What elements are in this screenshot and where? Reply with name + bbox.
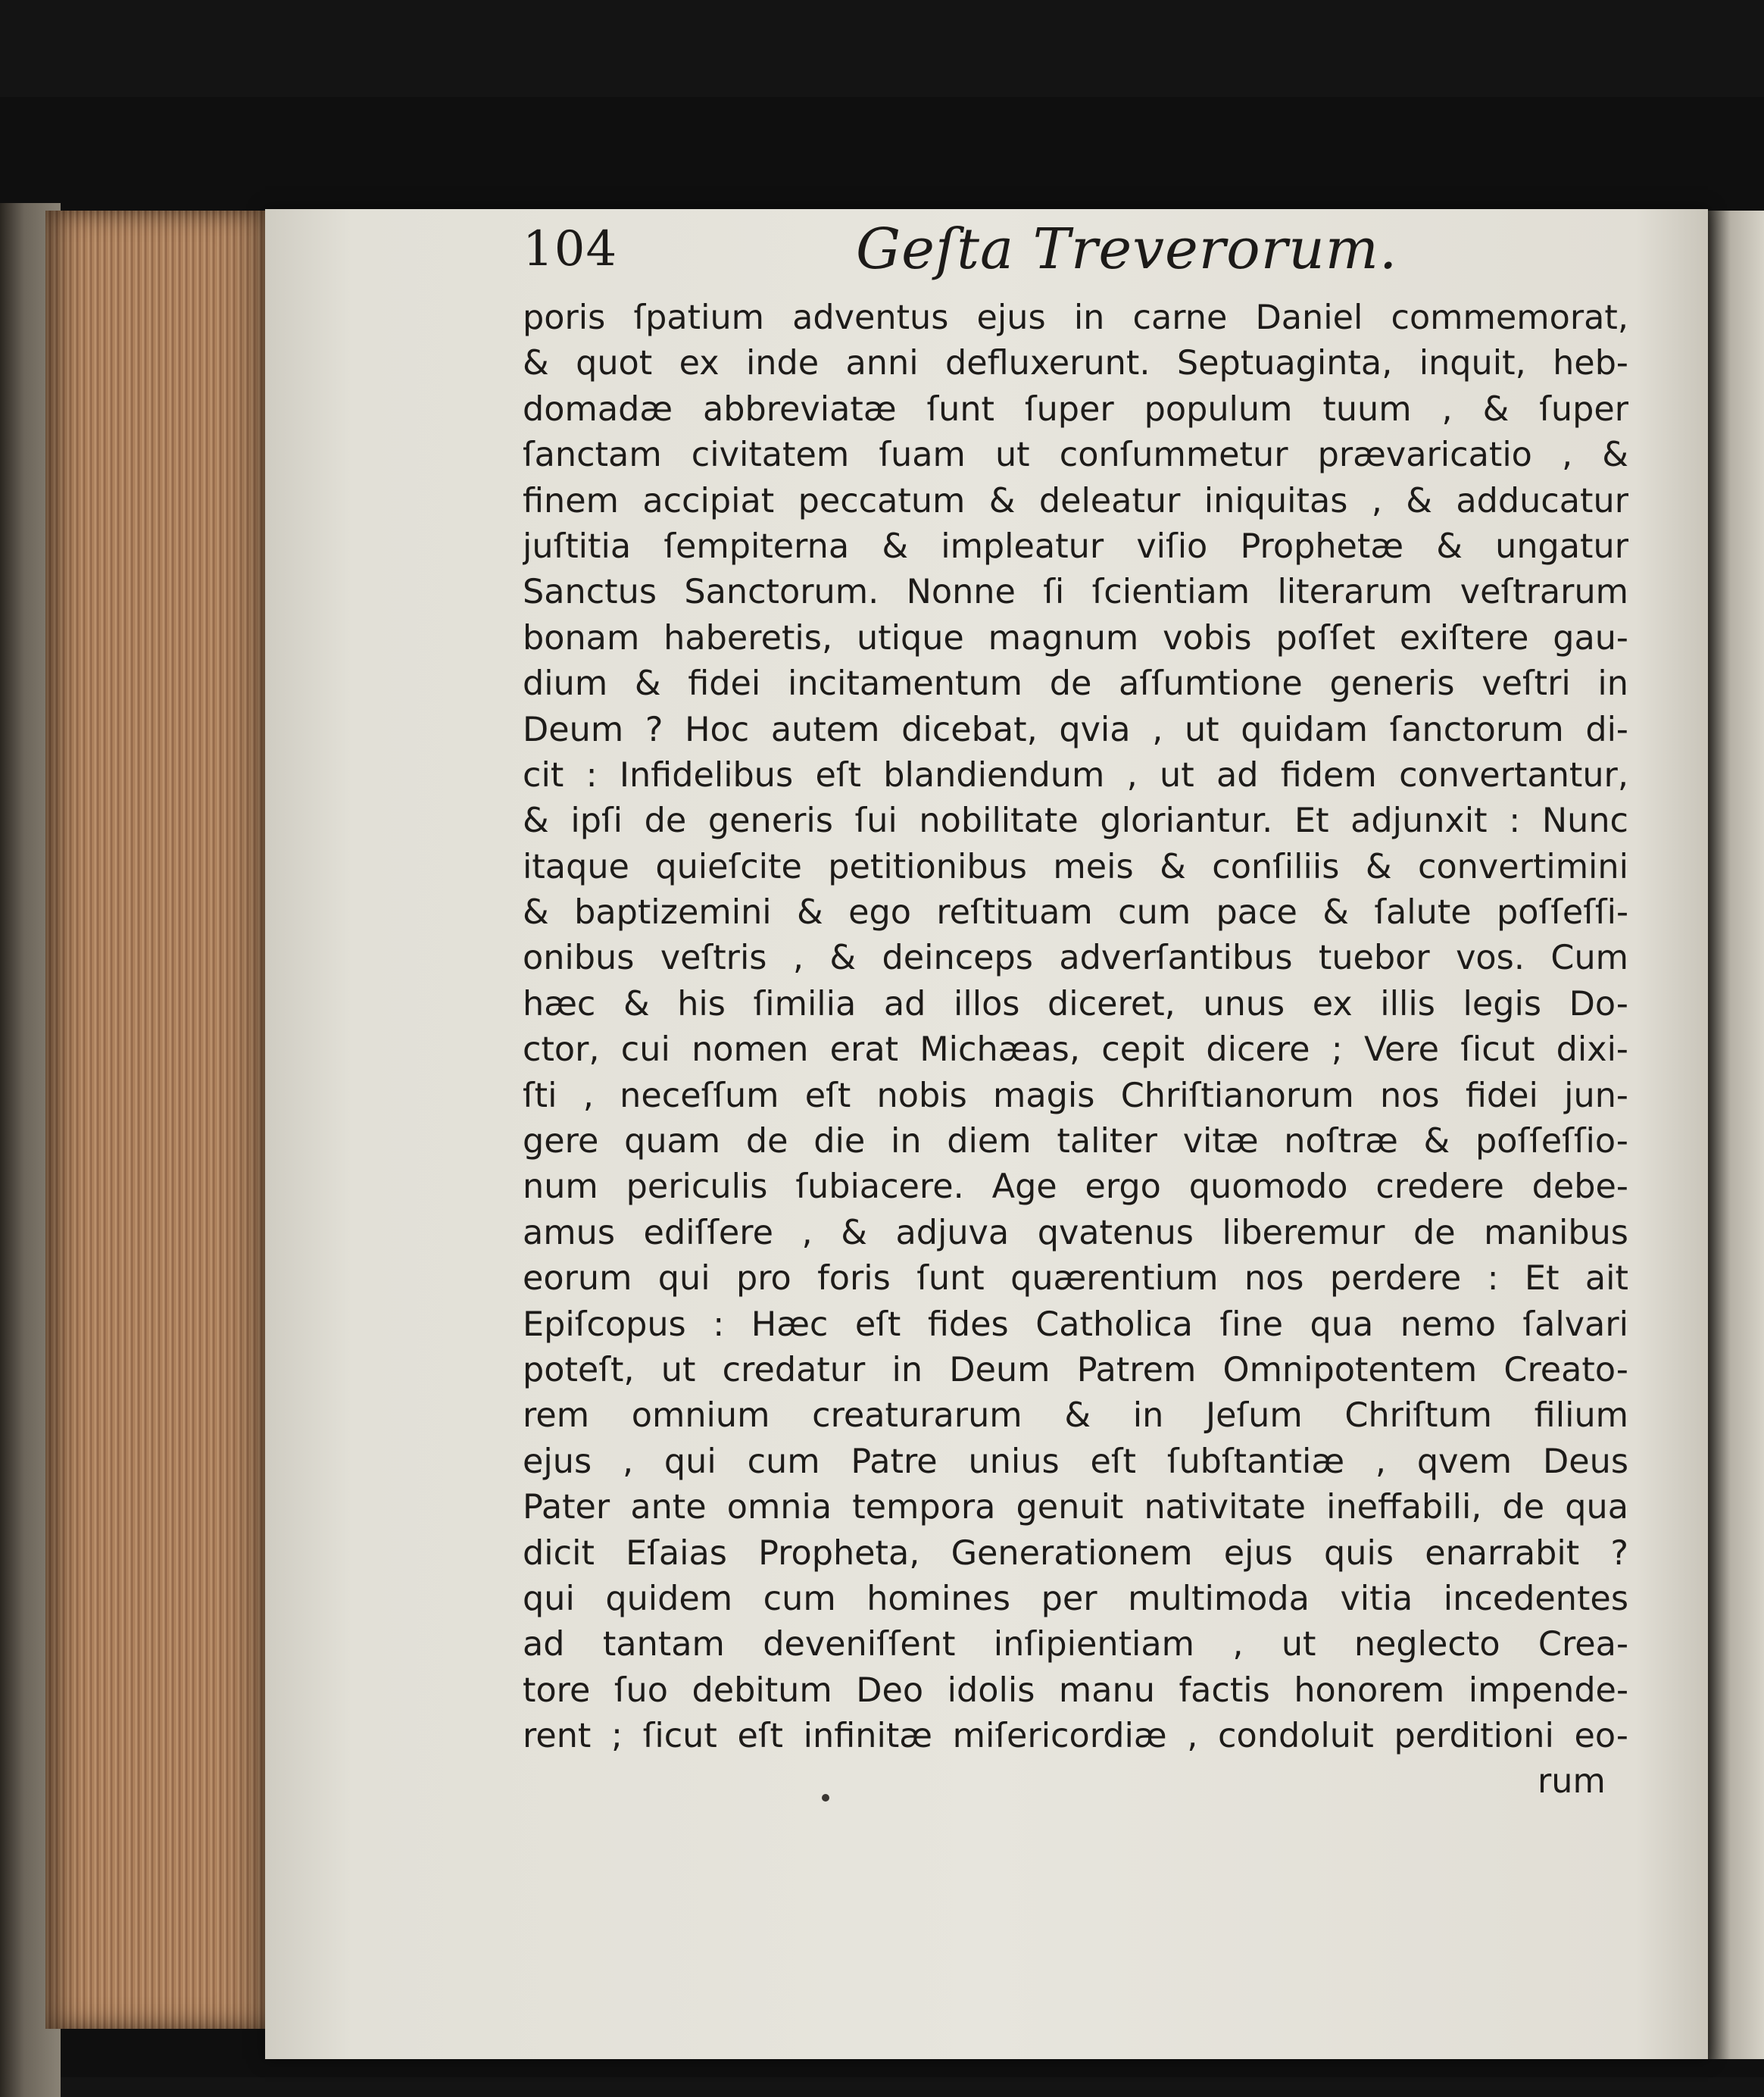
- page-block-edges: [45, 211, 273, 2029]
- text-line: ad tantam deveniſſent inſipientiam , ut neglecto Crea-: [523, 1625, 1628, 1664]
- text-line: domadæ abbreviatæ ſunt ſuper populum tuum , & ſuper: [523, 389, 1628, 429]
- text-line: & quot ex inde anni defluxerunt. Septuaginta, inquit, heb-: [523, 344, 1628, 383]
- page-number: 104: [523, 221, 618, 277]
- text-line: dicit Eſaias Propheta, Generationem ejus quis enarrabit ?: [523, 1533, 1628, 1573]
- text-line: num periculis ſubiacere. Age ergo quomodo credere debe-: [523, 1167, 1628, 1207]
- text-line: Epiſcopus : Hæc eſt fides Catholica ſine qua nemo ſalvari: [523, 1305, 1628, 1344]
- text-line: eorum qui pro foris ſunt quærentium nos perdere : Et ait: [523, 1259, 1628, 1299]
- text-line: Sanctus Sanctorum. Nonne ſi ſcientiam literarum veſtrarum: [523, 573, 1628, 612]
- text-line: dium & fidei incitamentum de aſſumtione generis veſtri in: [523, 664, 1628, 704]
- text-line: finem accipiat peccatum & deleatur iniquitas , & adducatur: [523, 481, 1628, 520]
- text-line: ctor, cui nomen erat Michæas, cepit dicere ; Vere ſicut dixi-: [523, 1030, 1628, 1070]
- running-title: Geſta Treverorum.: [856, 217, 1398, 282]
- text-line: amus ediſſere , & adjuva qvatenus liberemur de manibus: [523, 1213, 1628, 1252]
- text-line: & ipſi de generis ſui nobilitate gloriantur. Et adjunxit : Nunc: [523, 802, 1628, 841]
- text-line: onibus veſtris , & deinceps adverſantibus tuebor vos. Cum: [523, 939, 1628, 978]
- text-line: rent ; ſicut eſt infinitæ miſericordiæ , condoluit perditioni eo-: [523, 1717, 1628, 1756]
- body-text: [523, 295, 1628, 1760]
- text-line: bonam haberetis, utique magnum vobis poſſet exiſtere gau-: [523, 618, 1628, 658]
- facing-page-edge: [1708, 211, 1764, 2059]
- catchword: rum: [1538, 1762, 1606, 1801]
- text-line: rem omnium creaturarum & in Jeſum Chriſtum filium: [523, 1396, 1628, 1436]
- text-line: Deum ? Hoc autem dicebat, qvia , ut quidam ſanctorum di-: [523, 710, 1628, 749]
- page-header: [523, 217, 1644, 285]
- text-line: itaque quieſcite petitionibus meis & conſiliis & convertimini: [523, 847, 1628, 886]
- text-line: cit : Infidelibus eſt blandiendum , ut ad fidem convertantur,: [523, 755, 1628, 795]
- text-line: tore ſuo debitum Deo idolis manu factis honorem impende-: [523, 1670, 1628, 1710]
- text-line: qui quidem cum homines per multimoda vitia incedentes: [523, 1579, 1628, 1618]
- text-line: ejus , qui cum Patre unius eſt ſubſtantiæ , qvem Deus: [523, 1442, 1628, 1481]
- text-line: juſtitia ſempiterna & impleatur viſio Prophetæ & ungatur: [523, 527, 1628, 566]
- text-line: hæc & his ſimilia ad illos diceret, unus ex illis legis Do-: [523, 984, 1628, 1023]
- text-line: poris ſpatium adventus ejus in carne Daniel commemorat,: [523, 298, 1628, 337]
- text-line: & baptizemini & ego reſtituam cum pace & ſalute poſſeſſi-: [523, 893, 1628, 933]
- text-line: poteſt, ut credatur in Deum Patrem Omnipotentem Creato-: [523, 1350, 1628, 1389]
- text-line: gere quam de die in diem taliter vitæ noſtræ & poſſeſſio-: [523, 1122, 1628, 1161]
- text-line: ſti , neceſſum eſt nobis magis Chriſtianorum nos fidei jun-: [523, 1076, 1628, 1115]
- text-line: ſanctam civitatem ſuam ut conſummetur prævaricatio , &: [523, 436, 1628, 475]
- text-line: Pater ante omnia tempora genuit nativitate ineffabili, de qua: [523, 1488, 1628, 1527]
- ink-dot: [822, 1794, 829, 1802]
